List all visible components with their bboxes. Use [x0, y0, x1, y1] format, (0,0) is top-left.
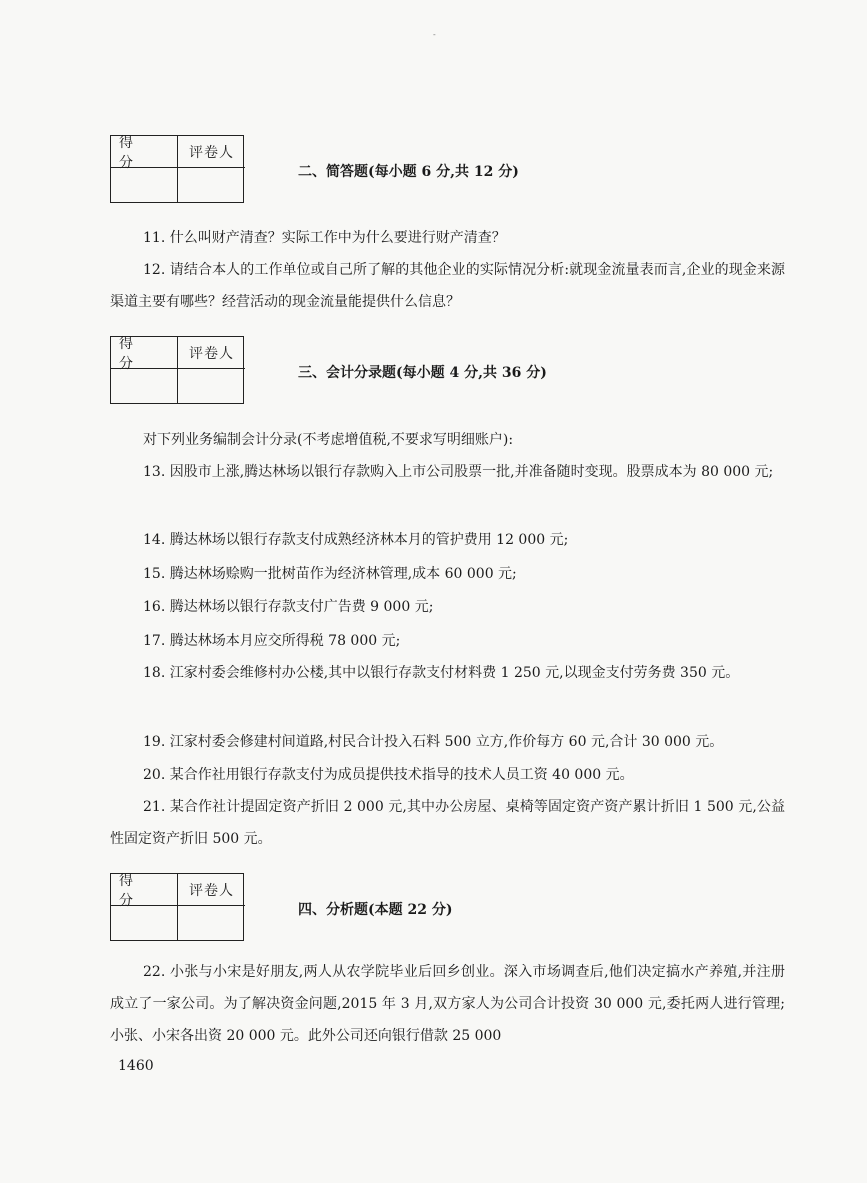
- question-12: 12. 请结合本人的工作单位或自己所了解的其他企业的实际情况分析:就现金流量表而言,企业的现金来源渠道主要有哪些？经营活动的现金流量能提供什么信息？: [110, 262, 785, 310]
- grader-label: 评卷人: [178, 136, 245, 168]
- question-11: 11. 什么叫财产清查？实际工作中为什么要进行财产清查？: [143, 230, 506, 246]
- grader-cell: [178, 168, 245, 202]
- grader-label: 评卷人: [178, 337, 245, 369]
- section-4-title: 四、分析题(本题 22 分): [298, 902, 453, 918]
- question-15: 15. 腾达林场赊购一批树苗作为经济林管理,成本 60 000 元;: [143, 566, 517, 582]
- score-box-section-3: [110, 336, 244, 404]
- question-19: 19. 江家村委会修建村间道路,村民合计投入石料 500 立方,作价每方 60 元,合计 30 000 元。: [143, 734, 724, 750]
- grader-label: 评卷人: [178, 874, 245, 906]
- question-22: 22. 小张与小宋是好朋友,两人从农学院毕业后回乡创业。深入市场调查后,他们决定搞水产养殖,并注册成立了一家公司。为了解决资金问题,2015 年 3 月,双方家人为公司合计投资 30 000 元,委托两人进行管理;小张、小宋各出资 20 000 元。此外公司还向银行借款 25 000: [110, 964, 785, 1044]
- question-17: 17. 腾达林场本月应交所得税 78 000 元;: [143, 633, 401, 649]
- score-label: 得 分: [111, 874, 178, 906]
- grader-cell: [178, 369, 245, 403]
- section-3-intro: 对下列业务编制会计分录(不考虑增值税,不要求写明细账户):: [143, 432, 514, 448]
- scan-mark: -: [433, 30, 436, 39]
- section-2-title: 二、简答题(每小题 6 分,共 12 分): [298, 164, 519, 180]
- question-14: 14. 腾达林场以银行存款支付成熟经济林本月的管护费用 12 000 元;: [143, 532, 569, 548]
- question-16: 16. 腾达林场以银行存款支付广告费 9 000 元;: [143, 599, 434, 615]
- question-13: 13. 因股市上涨,腾达林场以银行存款购入上市公司股票一批,并准备随时变现。股票成本为 80 000 元;: [143, 464, 774, 480]
- score-box-section-2: [110, 135, 244, 203]
- score-label: 得 分: [111, 136, 178, 168]
- score-box-section-4: [110, 873, 244, 941]
- section-3-title: 三、会计分录题(每小题 4 分,共 36 分): [298, 365, 547, 381]
- score-cell: [111, 369, 178, 403]
- question-21: 21. 某合作社计提固定资产折旧 2 000 元,其中办公房屋、桌椅等固定资产资产累计折旧 1 500 元,公益性固定资产折旧 500 元。: [110, 799, 785, 847]
- grader-cell: [178, 906, 245, 940]
- question-18: 18. 江家村委会维修村办公楼,其中以银行存款支付材料费 1 250 元,以现金支付劳务费 350 元。: [143, 665, 740, 681]
- score-cell: [111, 906, 178, 940]
- score-label: 得 分: [111, 337, 178, 369]
- score-cell: [111, 168, 178, 202]
- page-number: 1460: [118, 1058, 154, 1074]
- question-20: 20. 某合作社用银行存款支付为成员提供技术指导的技术人员工资 40 000 元。: [143, 767, 634, 783]
